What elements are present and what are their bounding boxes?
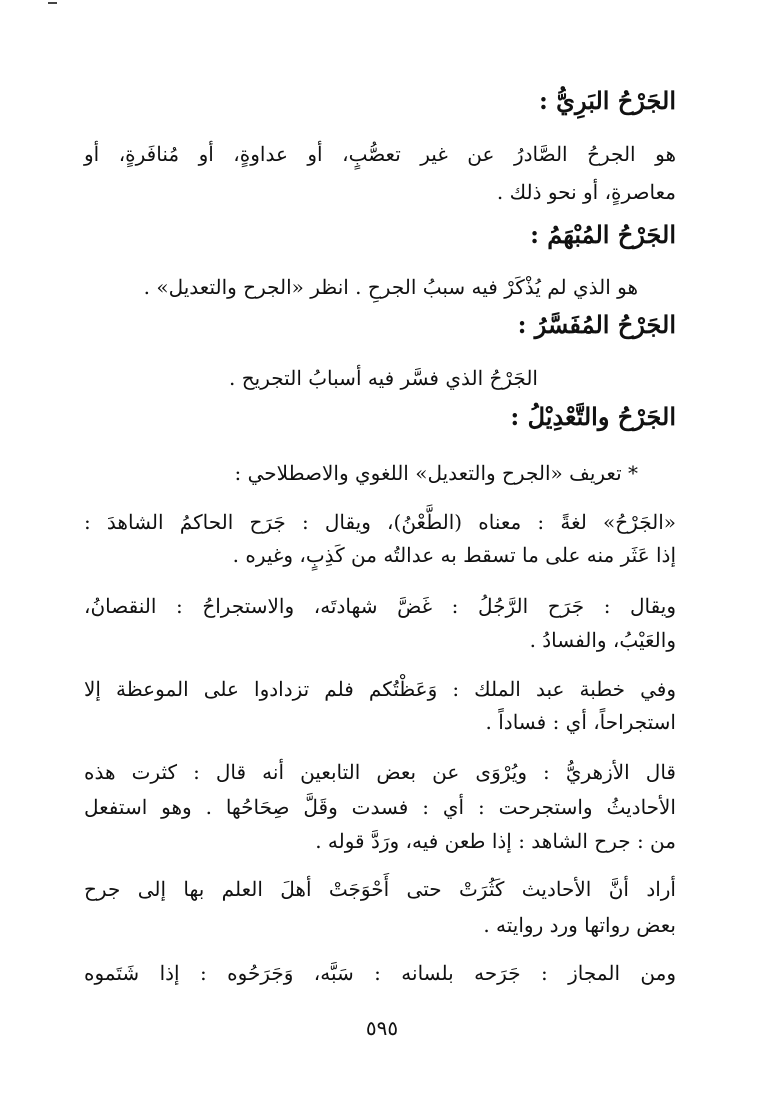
entry-heading: الجَرْحُ والتَّعْدِيْلُ : [510,402,676,431]
text-line: أراد أنَّ الأحاديث كَثُرَتْ حتى أَحْوَجَتْ أهلَ العلم بها إلى جرح [84,877,676,901]
entry-heading: الجَرْحُ المُبْهَمُ : [530,220,676,249]
text-line: الجَرْحُ الذي فسَّر فيه أسبابُ التجريح . [229,366,538,390]
text-line: من : جرح الشاهد : إذا طعن فيه، ورَدَّ قوله . [315,829,676,853]
text-line: «الجَرْحُ» لغةً : معناه (الطَّعْنُ)، ويقال : جَرَح الحاكمُ الشاهدَ : [84,510,676,534]
text-line: معاصرةٍ، أو نحو ذلك . [496,180,676,204]
bullet-line: * تعريف «الجرح والتعديل» اللغوي والاصطلاحي : [234,461,638,485]
text-line: ويقال : جَرَح الرَّجُلُ : غَضَّ شهادتَه، والاستجراحُ : النقصانُ، [84,594,676,618]
text-line: بعض رواتها ورد روايته . [483,913,676,937]
text-line: هو الذي لم يُذْكَرْ فيه سببُ الجرحِ . انظر «الجرح والتعديل» . [143,275,638,299]
entry-heading: الجَرْحُ البَرِيُّ : [538,86,676,115]
text-line: الأحاديثُ واستجرحت : أي : فسدت وقَلَّ صِحَاحُها . وهو استفعل [84,795,676,819]
text-line: قال الأزهريُّ : ويُرْوَى عن بعض التابعين أنه قال : كثرت هذه [84,760,676,784]
text-line: إذا عَثَر منه على ما تسقط به عدالتُه من كَذِبٍ، وغيره . [232,543,676,567]
text-line: والعَيْبُ، والفسادُ . [529,628,676,652]
text-line: استجراحاً، أي : فساداً . [485,710,676,734]
corner-mark [48,2,57,4]
text-line: هو الجرحُ الصَّادرُ عن غير تعصُّبٍ، أو عداوةٍ، أو مُنافَرةٍ، أو [84,142,677,166]
page-number: ٥٩٥ [365,1016,399,1040]
text-line: وفي خطبة عبد الملك : وَعَظْتُكم فلم تزدادوا على الموعظة إلا [84,677,676,701]
text-line: ومن المجاز : جَرَحه بلسانه : سَبَّه، وَجَرَحُوه : إذا شَتَموه [84,961,676,985]
entry-heading: الجَرْحُ المُفَسَّرُ : [517,310,676,339]
